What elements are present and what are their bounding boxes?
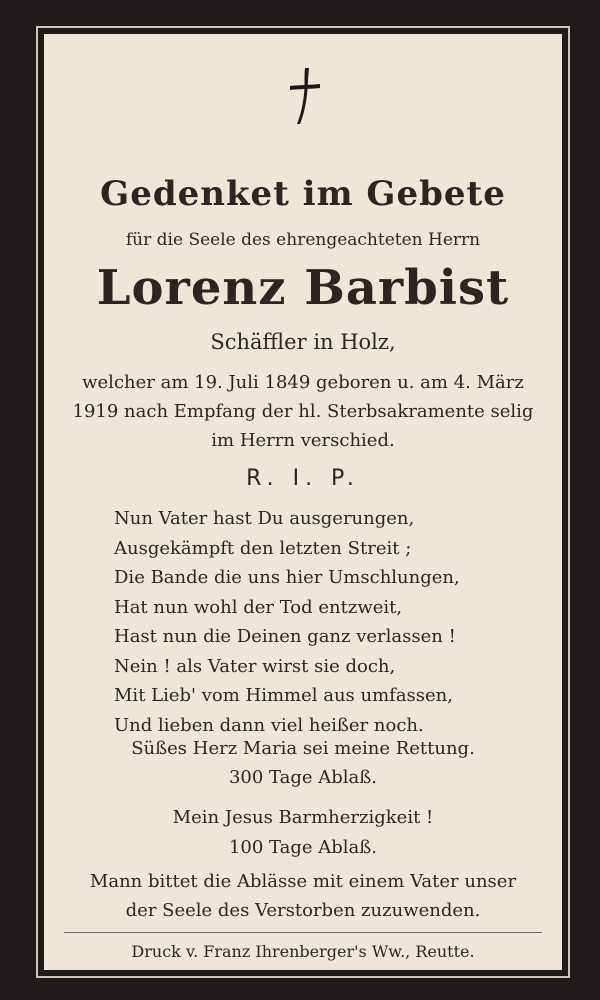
rip: R. I. P. <box>246 466 360 491</box>
poem <box>114 504 534 740</box>
prayer-jesus: Mein Jesus Barmherzigkeit ! <box>172 807 434 828</box>
prayer-mary: Süßes Herz Maria sei meine Rettung. <box>131 738 475 759</box>
death-notice-line: 1919 nach Empfang der hl. Sterbsakramente selig <box>72 401 534 422</box>
card-paper <box>44 34 562 970</box>
divider <box>64 932 542 933</box>
indulgence-100: 100 Tage Ablaß. <box>228 837 378 858</box>
poem-line: Ausgekämpft den letzten Streit ; <box>114 537 412 559</box>
poem-line: Nun Vater hast Du ausgerungen, <box>114 508 415 529</box>
poem-line: Und lieben dann viel heißer noch. <box>114 714 424 736</box>
deceased-name: Lorenz Barbist <box>96 260 510 316</box>
cross-icon <box>284 64 324 128</box>
request-line: der Seele des Verstorben zuzuwenden. <box>125 900 481 921</box>
poem-line: Hast nun die Deinen ganz verlassen ! <box>114 626 456 647</box>
death-notice-line: welcher am 19. Juli 1849 geboren u. am 4. März <box>82 372 524 393</box>
poem-line: Hat nun wohl der Tod entzweit, <box>114 596 403 618</box>
printer-imprint: Druck v. Franz Ihrenberger's Ww., Reutte. <box>131 942 475 961</box>
death-notice <box>44 368 562 455</box>
indulgence-request <box>44 867 562 925</box>
indulgence-300: 300 Tage Ablaß. <box>228 767 378 788</box>
death-notice-line: im Herrn verschied. <box>211 430 395 451</box>
occupation: Schäffler in Holz, <box>210 330 396 354</box>
poem-line: Nein ! als Vater wirst sie doch, <box>114 655 396 677</box>
poem-line: Mit Lieb' vom Himmel aus umfassen, <box>114 685 453 706</box>
request-line: Mann bittet die Ablässe mit einem Vater unser <box>89 871 517 892</box>
poem-line: Die Bande die uns hier Umschlungen, <box>114 567 460 588</box>
heading: Gedenket im Gebete <box>100 174 506 214</box>
subheading: für die Seele des ehrengeachteten Herrn <box>125 230 481 250</box>
